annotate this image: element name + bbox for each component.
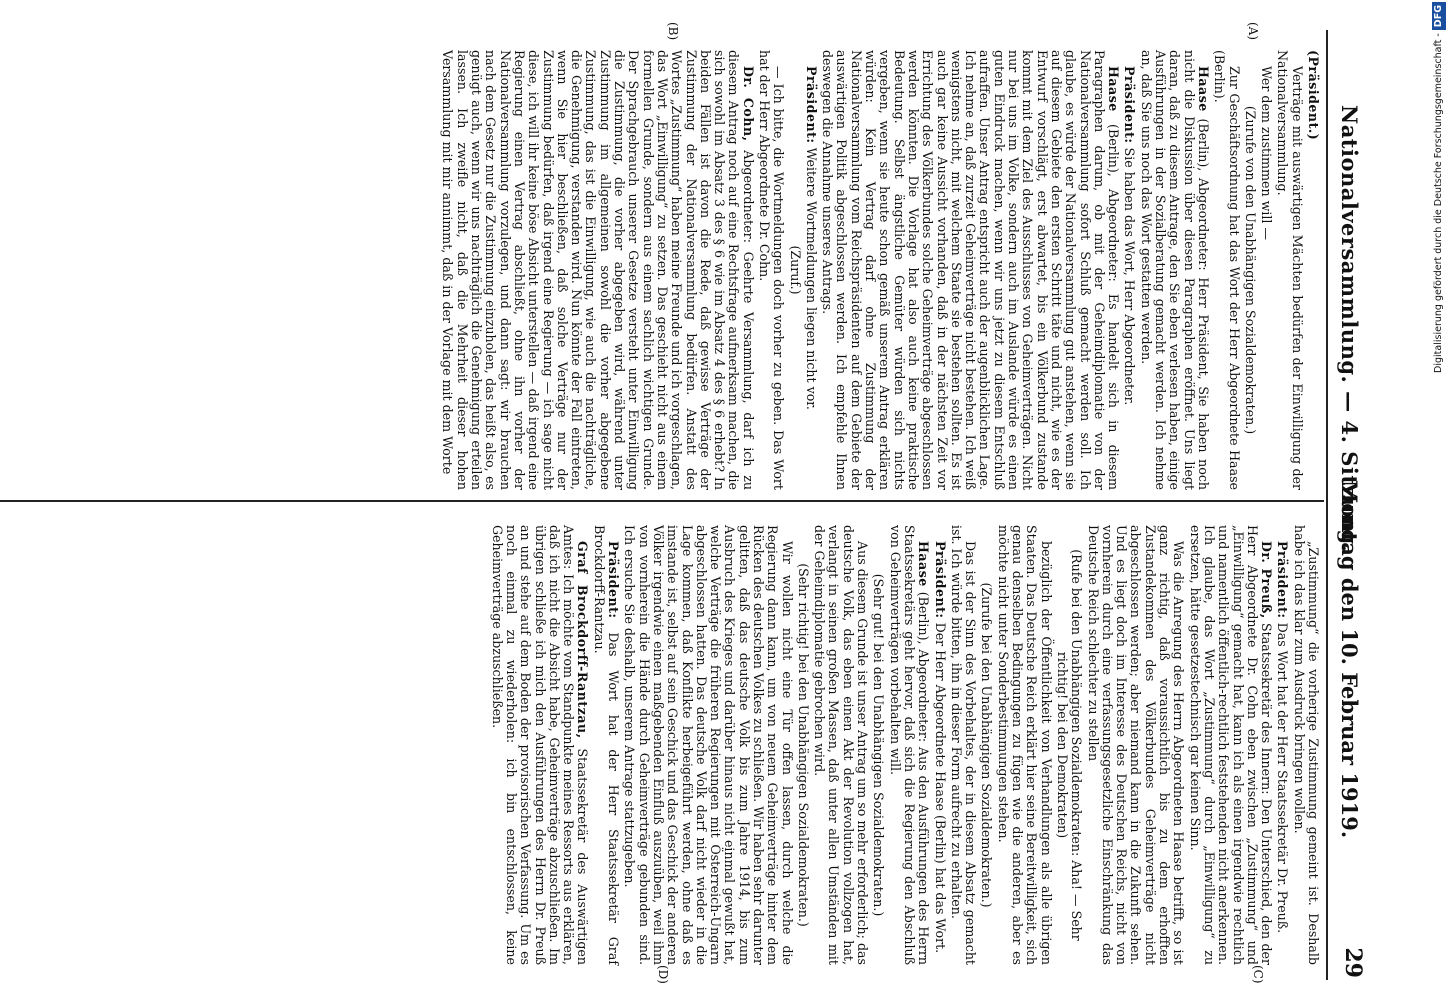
margin-marker-b: (B) <box>666 22 680 41</box>
text-paragraph: Verträge mit auswärtigen Mächten bedürfen der Einwilligung der Nationalversammlung. <box>1275 50 1305 490</box>
speech-text: Der Herr Abgeordnete Haase (Berlin) hat das Wort. <box>932 618 948 954</box>
speaker-name: Präsident: <box>1275 541 1291 619</box>
speech-paragraph <box>820 50 1120 490</box>
speaker-label <box>1306 50 1320 490</box>
running-header <box>1320 0 1380 1000</box>
header-session: Nationalversammlung. — 4. Sitzung. <box>1337 105 1362 553</box>
text-paragraph: (Zurufe von den Unabhängigen Sozialdemokraten.) <box>1242 105 1258 435</box>
margin-marker-a: (A) <box>1246 22 1260 41</box>
speaker-name: Präsident: <box>932 541 948 619</box>
speaker-name: Haase <box>1195 66 1211 112</box>
speech-text: Staatssekretär des Auswärtigen Amtes: Ich möchte vom Standpunkte meines Ressorts aus erklären, daß ich nicht die Absicht habe, Geheimverträge abzuschließen. Im übrigen schließe ich mich den Ausführungen des Herrn Dr. Preuß an und stehe auf dem Boden der provisorischen Verfassung. Um es noch einmal zu wiederholen: ich bin entschlossen, keine Geheimverträge abzuschließen. <box>489 525 591 965</box>
speech-paragraph <box>440 50 755 490</box>
speaker-name: Graf Brockdorff-Rantzau, <box>575 541 591 739</box>
text-paragraph: Wir wollen nicht eine Tür offen lassen, durch welche die Regierung dann kann, um von neuem Geheimverträge hinter dem Rücken des deutschen Volkes zu schließen. Wir haben sehr darunter gelitten, daß das deutsche Volk bis zum Jahre 1914, bis zum Ausbruch des Krieges und darüber hinaus nicht einmal gewußt hat, welche Verträge die früheren Regierungen mit Österreich-Ungarn abgeschlossen hatten. Das deutsche Volk darf nicht wieder in die Lage kommen, daß Konflikte herbeigeführt werden, ohne daß es imstande ist, selbst auf sein Geschick und das Geschick der anderen Völker irgendwie einen maßgebenden Einfluß auszuüben, weil ihm von vornherein die Hände durch Geheimverträge gebunden sind. Ich ersuche Sie deshalb, unserem Antrage stattzugeben. <box>622 525 795 965</box>
digitization-credit <box>1418 2 1444 998</box>
speaker-name: Präsident: <box>1122 66 1138 144</box>
text-paragraph: (Rufe bei den Unabhängigen Sozialdemokraten: Aha! — Sehr richtig! bei den Demokraten) <box>1054 549 1085 941</box>
speech-text: (Berlin), Abgeordneter: Aus den Ausführungen des Herrn Staatssekretärs geht hervor, daß sich die Regierung den Abschluß von Geheimverträgen vorbehalten will. <box>887 525 932 965</box>
speaker-name: Haase <box>916 541 932 587</box>
speech-text: (Berlin), Abgeordneter: Herr Präsident, Sie haben noch nicht die Diskussion über diesen Paragraphen eröffnet. Uns liegt daran, daß zu diesem Antrage, den Sie eben verlesen haben, einige Ausführungen in der Sozialberatung gemacht werden. Ich nehme an, daß Sie uns noch das Wort gestatten werden. <box>1138 50 1211 490</box>
speech-paragraph <box>489 525 589 965</box>
column-divider <box>0 500 1324 502</box>
speech-text: (Berlin), Abgeordneter: Es handelt sich in diesem Paragraphen darum, ob mit der Geheimdiplomatie von der Nationalversammlung sofort Schluß gemacht werden soll. Ich glaube, es würde der Nationalversammlung gut anstehen, wenn sie auf diesem Gebiete den ersten Schritt täte und nicht, wie es der Entwurf vorschlägt, erst abwartet, bis ein Völkerbund zustande kommt mit dem Ziel des Ausschlusses von Geheimverträgen. Nicht nur bei uns im Volke, sondern auch im Auslande würde es einen guten Eindruck machen, wenn wir uns jetzt zu diesem Entschluß aufraffen. Unser Antrag entspricht auch der augenblicklichen Lage. Ich nehme an, daß zurzeit Geheimverträge nicht bestehen. Ich weiß wenigstens nicht, mit welchem Staate sie bestehen sollten. Es ist auch gar keine Aussicht vorhanden, daß in der nächsten Zeit vor Errichtung des Völkerbundes solche Geheimverträge abgeschlossen werden könnten. Die Vorlage hat also auch keine praktische Bedeutung. Selbst ängstliche Gemüter würden sich nichts vergeben, wenn sie heute schon gemäß unserem Antrag erklären würden: Kein Vertrag darf ohne Zustimmung der Nationalversammlung vom Reichspräsidenten auf dem Gebiete der auswärtigen Politik abgeschlossen werden. Ich empfehle Ihnen deswegen die Annahme unseres Antrags. <box>820 50 1122 490</box>
speech-text: Das Wort hat der Herr Staatssekretär Dr. Preuß. <box>1275 618 1291 934</box>
speech-paragraph <box>591 525 620 965</box>
text-paragraph: (Sehr richtig! bei den Unabhängigen Sozialdemokraten.) <box>795 563 811 927</box>
text-paragraph: Wer dem zustimmen will — <box>1259 66 1275 241</box>
speech-paragraph <box>804 50 818 490</box>
text-paragraph: (Zurufe bei den Unabhängigen Sozialdemokraten.) <box>979 582 995 908</box>
speech-text: Sie haben das Wort, Herr Abgeordneter. <box>1122 143 1138 406</box>
text-paragraph: (Zuruf.) <box>787 245 803 295</box>
text-paragraph: Zur Geschäftsordnung hat das Wort der Herr Abgeordnete Haase (Berlin). <box>1212 50 1242 490</box>
left-column <box>438 50 1320 490</box>
speaker-name: Dr. Cohn, <box>740 66 756 142</box>
speaker-name: Präsident: <box>803 66 819 144</box>
speaker-name: Präsident: <box>606 541 622 619</box>
header-rule <box>1326 30 1328 980</box>
label-text: (Präsident.) <box>1306 50 1321 141</box>
speech-paragraph <box>1187 525 1273 965</box>
speaker-name: Dr. Preuß, <box>1259 541 1275 619</box>
text-paragraph: Aus diesem Grunde ist unser Antrag um so mehr erforderlich; das deutsche Volk, das eben einen Akt der Revolution vollzogen hat, verlangt in seinen großen Massen, daß unter allen Umständen mit der Geheimdiplomatie gebrochen wird. <box>812 525 871 965</box>
speech-paragraph <box>932 525 946 965</box>
right-column <box>487 525 1320 965</box>
dfg-logo: DFG <box>1432 2 1446 30</box>
text-paragraph: bezüglich der Öffentlichkeit von Verhandlungen als alle übrigen Staaten. Das Deutsche Reich erklärt hier seine Bereitwilligkeit, sich genau denselben Bedingungen zu fügen wie die anderen, aber es möchte nicht unter Sonderbestimmungen stehen. <box>995 525 1054 965</box>
speech-paragraph <box>1275 525 1289 965</box>
speech-text: Das Wort hat der Herr Staatssekretär Graf Brockdorff-Rantzau. <box>591 525 622 965</box>
header-date: Montag den 10. Februar 1919. <box>1337 480 1362 839</box>
text-paragraph: — Ich bitte, die Wortmeldungen doch vorher zu geben. Das Wort hat der Herr Abgeordnete Dr. Cohn. <box>757 50 787 490</box>
page-number: 29 <box>1340 947 1366 978</box>
text-paragraph: „Zustimmung“ die vorherige Zustimmung gemeint ist. Deshalb habe ich das klar zum Ausdruck bringen wollen. <box>1291 525 1321 965</box>
speech-text: Weitere Wortmeldungen liegen nicht vor. <box>803 143 819 410</box>
margin-marker-c: (C) <box>1251 965 1265 984</box>
speaker-name: Haase <box>1106 66 1122 112</box>
speech-text: Abgeordneter: Geehrte Versammlung, darf ich zu diesem Antrag noch auf eine Rechtsfrage aufmerksam machen, die sich sowohl im Absatz 3 des § 6 wie im Absatz 4 des § 6 erhebt? In beiden Fällen ist davon die Rede, daß gewisse Verträge der Zustimmung der Nationalversammlung bedürfen. Anstatt des Wortes „Zustimmung“ haben meine Freunde und ich vorgeschlagen, das Wort „Einwilligung“ zu setzen. Das geschieht nicht aus einem formellen Grunde, sondern aus einem sachlich wichtigen Grunde. Der Sprachgebrauch unserer Gesetze versteht unter Einwilligung die Zustimmung, die vorher abgegeben wird, während unter Zustimmung im allgemeinen sowohl die vorher abgegebene Zustimmung, das ist die Einwilligung, wie auch die nachträgliche, die Genehmigung, verstanden wird. Nun könnte der Fall eintreten, wenn Sie hier beschließen, daß solche Verträge nur der Zustimmung bedürfen, daß irgend eine Regierung — ich sage nicht diese, ich will ihr keine böse Absicht unterstellen — daß irgend eine Regierung einen Vertrag abschließt, ohne ihn vorher der Nationalversammlung vorzulegen, und dann sagt: wir brauchen nach dem Gesetz nur die Zustimmung einzuholen, das heißt also, es genügt auch, wenn wir uns nachträglich die Genehmigung erteilen lassen. Ich zweifle nicht, daß die Mehrheit dieser hohen Versammlung mit mir annimmt, daß in der Vorlage mit dem Worte <box>440 50 756 491</box>
speech-text: Staatssekretär des Innern: Den Unterschied, den der Herr Abgeordnete Dr. Cohn eben zwischen „Zustimmung“ und „Einwilligung“ gemacht hat, kann ich als einen irgendwie rechtlich und namentlich öffentlich-rechtlich feststehenden nicht anerkennen. Ich glaube, das Wort „Zustimmung“ durch „Einwilligung“ zu ersetzen, hätte gesetzestechnisch gar keinen Sinn. <box>1187 525 1275 965</box>
speech-paragraph <box>887 525 930 965</box>
text-paragraph: Was die Anregung des Herrn Abgeordneten Haase betrifft, so ist ganz richtig, daß voraussichtlich bis zu dem erhofften Zustandekommen des Völkerbundes Geheimverträge nicht abgeschlossen werden; aber niemand kann in die Zukunft sehen. Und es liegt doch im Interesse des Deutschen Reichs, nicht von vornherein durch eine verfassungsgesetzliche Einschränkung das Deutsche Reich schlechter zu stellen <box>1085 525 1187 965</box>
text-paragraph: (Sehr gut! bei den Unabhängigen Sozialdemokraten.) <box>871 573 887 917</box>
text-paragraph: Das ist der Sinn des Vorbehaltes, der in diesem Absatz gemacht ist. Ich würde bitten, ihn in dieser Form aufrecht zu erhalten. <box>948 525 979 965</box>
speech-paragraph <box>1122 50 1136 490</box>
credit-text: Digitalisierung gefördert durch die Deutsche Forschungsgemeinschaft - <box>1433 33 1444 373</box>
margin-marker-d: (D) <box>656 965 670 984</box>
speech-paragraph <box>1138 50 1209 490</box>
